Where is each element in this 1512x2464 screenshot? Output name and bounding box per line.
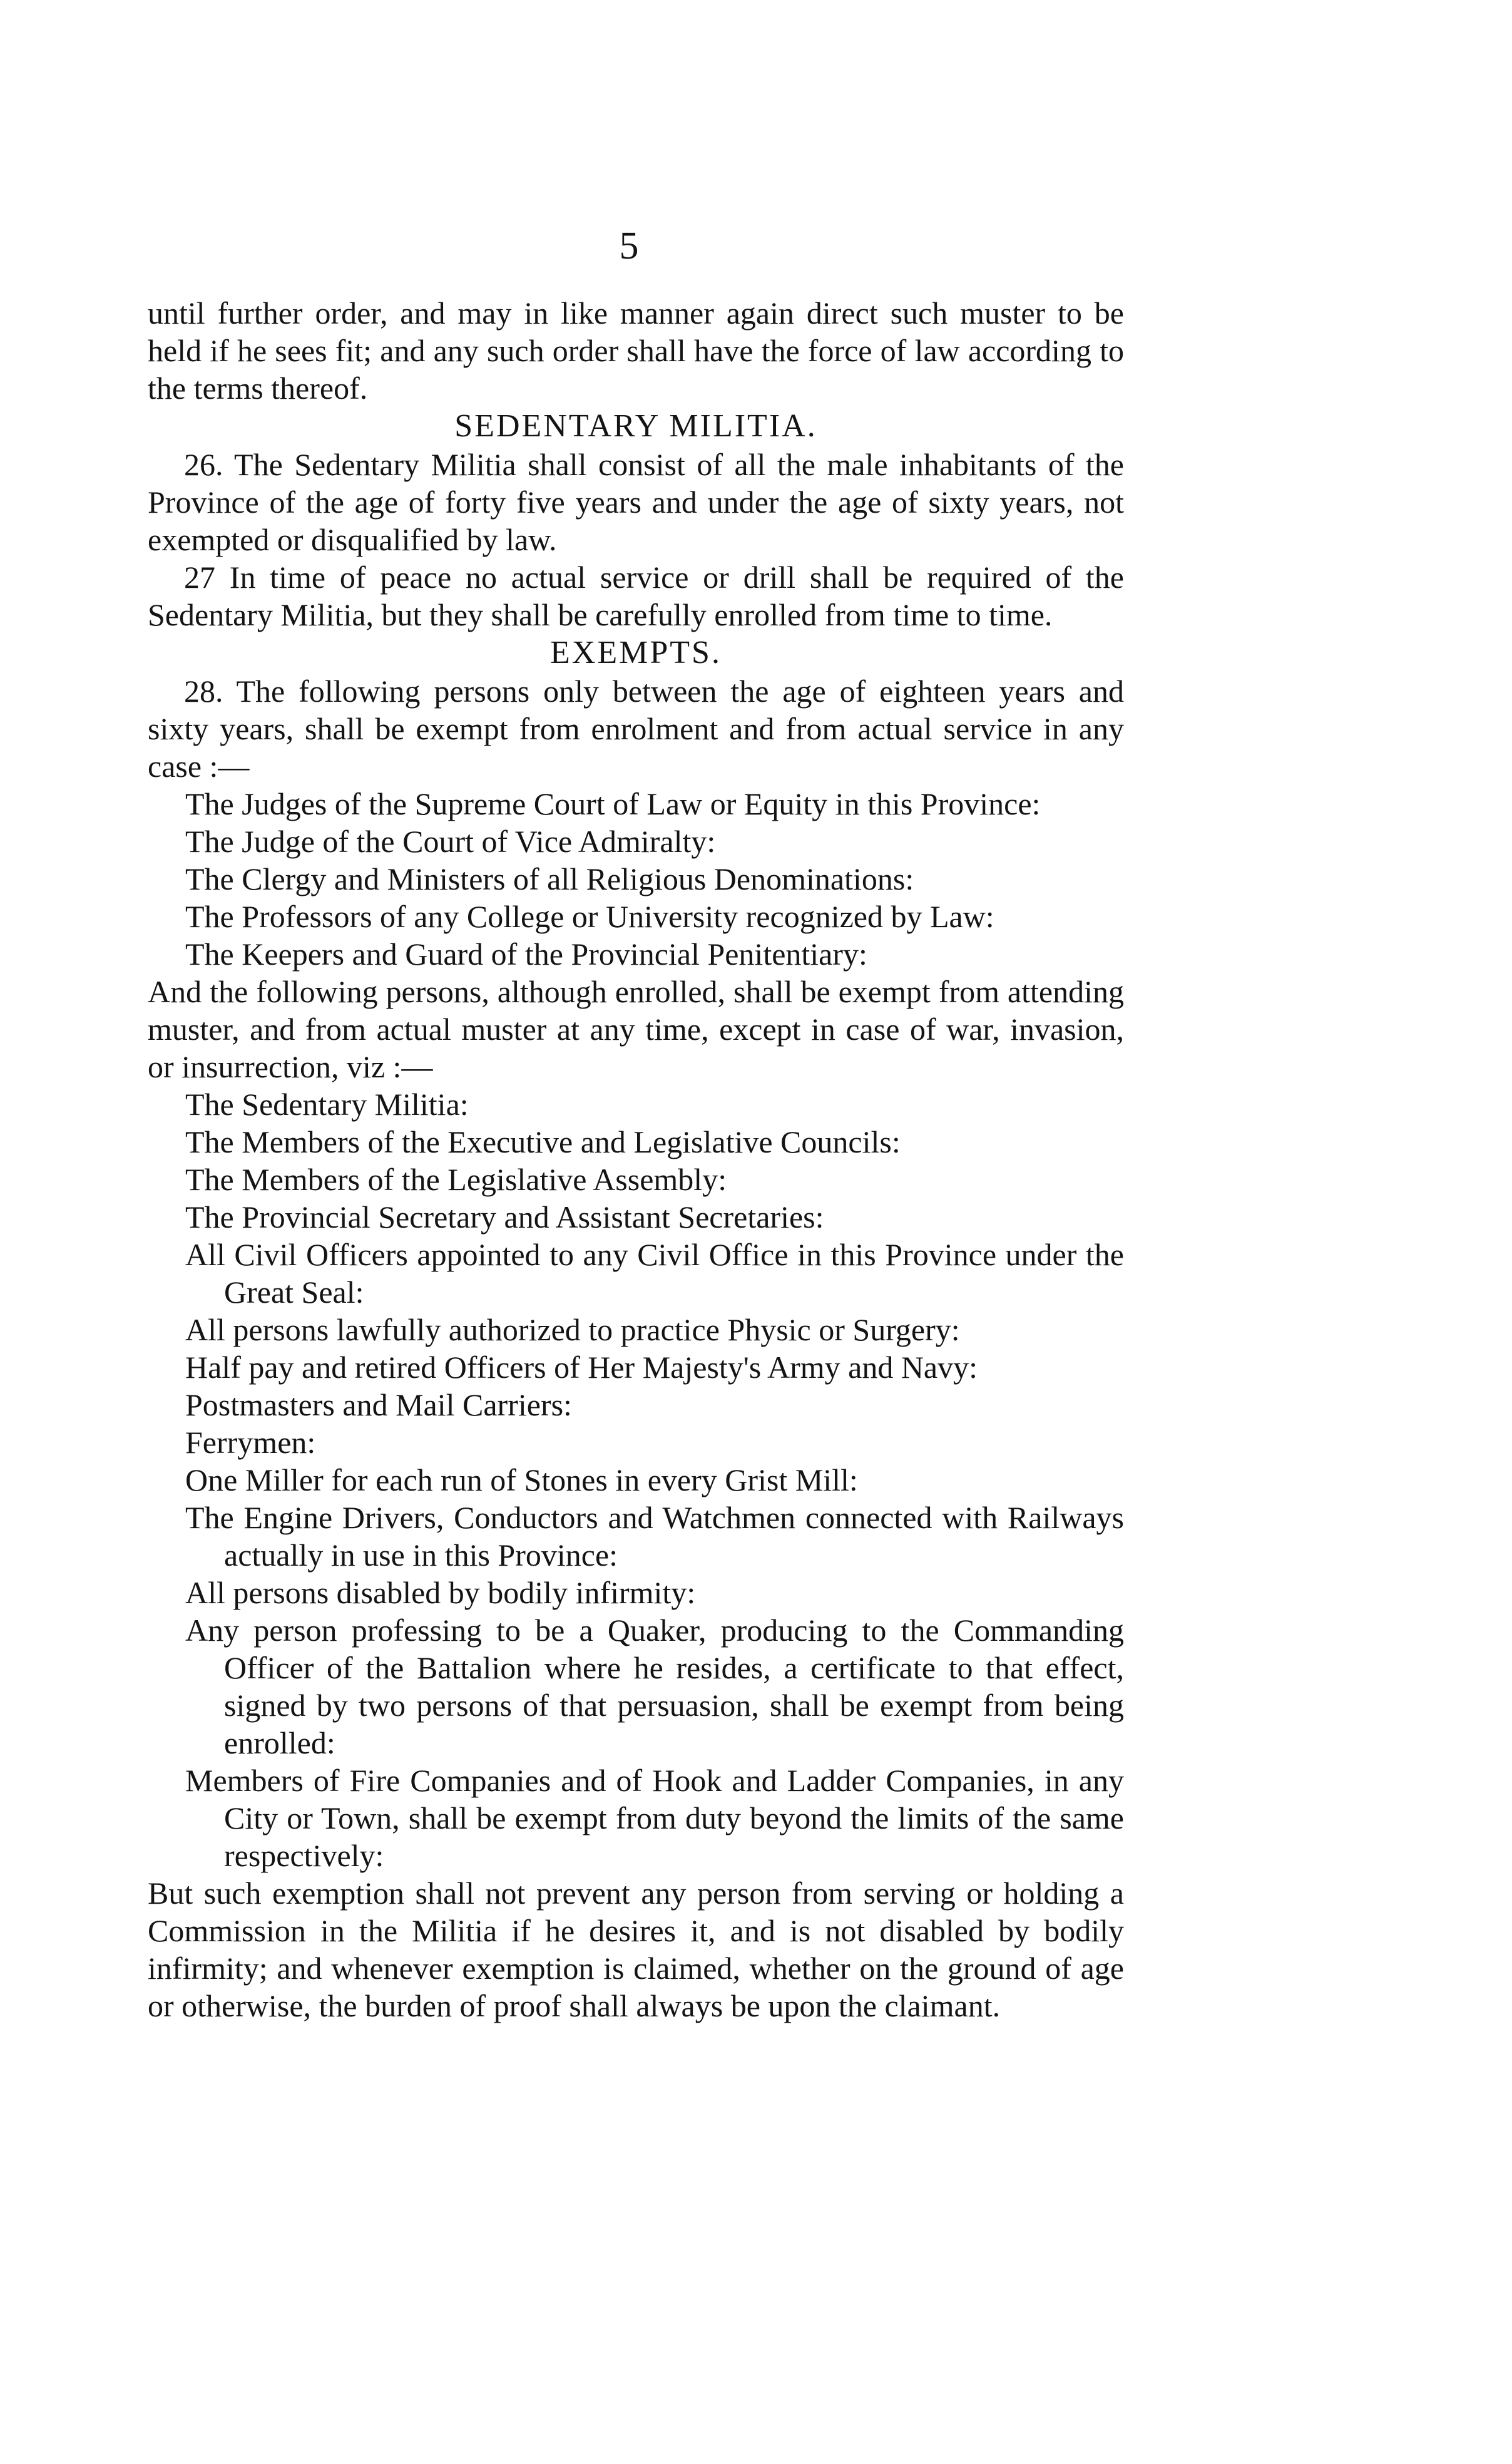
- list-item: The Judge of the Court of Vice Admiralty:: [185, 824, 716, 859]
- list-item: The Keepers and Guard of the Provincial Penitentiary:: [185, 937, 867, 972]
- list-item: Ferrymen:: [185, 1425, 316, 1460]
- exempt-from-enrolment-list: [148, 785, 1124, 973]
- list-item: Postmasters and Mail Carriers:: [185, 1387, 572, 1422]
- enrolled-intro-paragraph: And the following persons, although enrolled, shall be exempt from attending muster, and from actual muster at any time, except in case of war, invasion, or insurrection, viz :—: [148, 974, 1124, 1084]
- list-item: The Sedentary Militia:: [185, 1087, 469, 1122]
- closing-paragraph: But such exemption shall not prevent any person from serving or holding a Commission in the Militia if he desires it, and is not disabled by bodily infirmity; and whenever exemption is claimed, whether on the ground of age or otherwise, the burden of proof shall always be upon the claimant.: [148, 1876, 1124, 2023]
- section-28-paragraph: 28. The following persons only between the age of eighteen years and sixty years, shall be exempt from enrolment and from actual service in any case :—: [148, 674, 1124, 784]
- list-item: One Miller for each run of Stones in every Grist Mill:: [185, 1462, 858, 1497]
- list-item: The Members of the Executive and Legislative Councils:: [185, 1124, 901, 1159]
- list-item: Members of Fire Companies and of Hook and Ladder Companies, in any City or Town, shall be exempt from duty beyond the limits of the same respectively:: [185, 1763, 1124, 1873]
- document-body: [148, 294, 1124, 2025]
- list-item: All persons lawfully authorized to practice Physic or Surgery:: [185, 1312, 960, 1347]
- list-item: All Civil Officers appointed to any Civil Office in this Province under the Great Seal:: [185, 1237, 1124, 1310]
- heading-sedentary-militia: SEDENTARY MILITIA.: [454, 408, 817, 444]
- exempt-from-muster-list: [148, 1086, 1124, 1874]
- list-item: The Clergy and Ministers of all Religious Denominations:: [185, 861, 914, 896]
- list-item: The Provincial Secretary and Assistant Secretaries:: [185, 1199, 824, 1235]
- opening-paragraph: until further order, and may in like manner again direct such muster to be held if he sees fit; and any such order shall have the force of law according to the terms thereof.: [148, 295, 1124, 406]
- list-item: The Members of the Legislative Assembly:: [185, 1162, 727, 1197]
- list-item: Half pay and retired Officers of Her Majesty's Army and Navy:: [185, 1350, 978, 1385]
- page-number: 5: [619, 225, 639, 267]
- list-item: All persons disabled by bodily infirmity:: [185, 1575, 696, 1610]
- section-26-paragraph: 26. The Sedentary Militia shall consist of all the male inhabitants of the Province of the age of forty five years and under the age of sixty years, not exempted or disqualified by law.: [148, 447, 1124, 557]
- heading-exempts: EXEMPTS.: [550, 635, 722, 670]
- list-item: The Judges of the Supreme Court of Law or Equity in this Province:: [185, 786, 1041, 821]
- list-item: The Professors of any College or University recognized by Law:: [185, 899, 994, 934]
- list-item: Any person professing to be a Quaker, producing to the Commanding Officer of the Battalion where he resides, a certificate to that effect, signed by two persons of that persuasion, shall be exempt from being enrolled:: [185, 1613, 1124, 1760]
- list-item: The Engine Drivers, Conductors and Watchmen connected with Railways actually in use in this Province:: [185, 1500, 1124, 1573]
- section-27-paragraph: 27 In time of peace no actual service or drill shall be required of the Sedentary Militia, but they shall be carefully enrolled from time to time.: [148, 560, 1124, 632]
